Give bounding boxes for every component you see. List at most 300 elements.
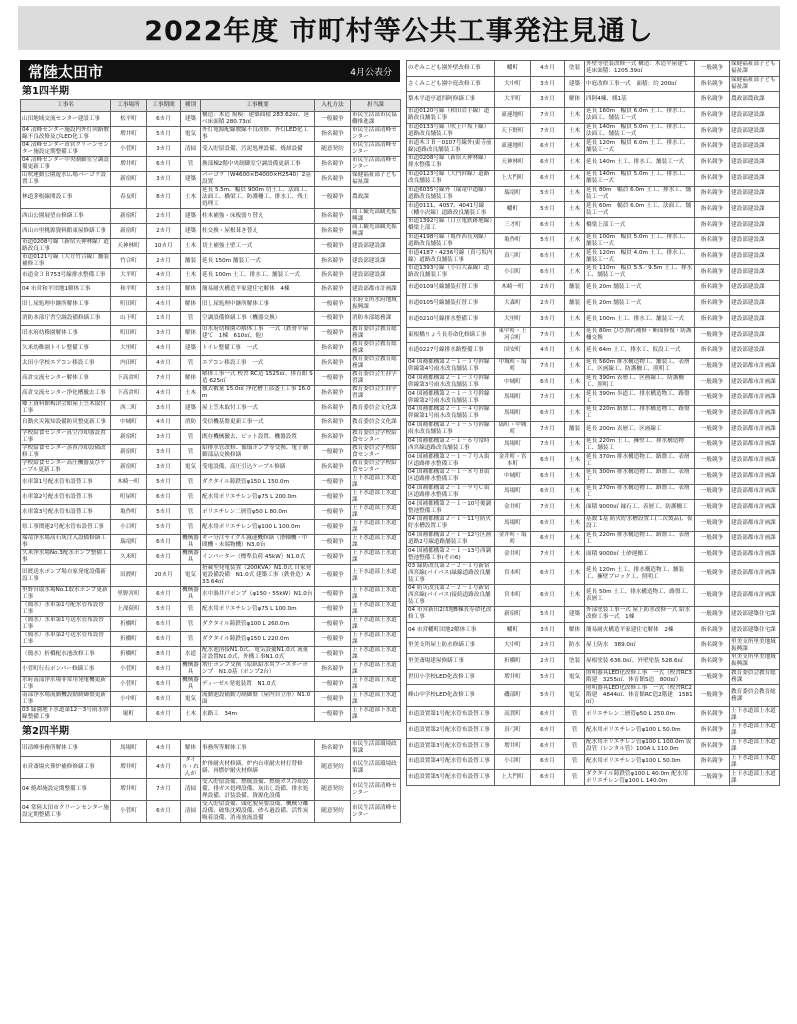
- table-cell: 管: [181, 490, 201, 505]
- table-row: [407, 770, 780, 786]
- table-cell: 5カ月: [531, 669, 565, 685]
- table-cell: パーゴラ（W4600×D4000×H2540）2基設置: [201, 172, 315, 187]
- table-cell: 3カ月: [147, 326, 181, 341]
- table-cell: 宮本町: [495, 563, 531, 585]
- table-cell: 市道0208号線（新宿天神林線）道路改良工事: [22, 239, 109, 252]
- table-cell: （簡水）水車第1号配水管布設替工事: [21, 602, 111, 617]
- table-cell: 4カ月: [147, 740, 181, 757]
- table-cell: 管: [565, 738, 585, 754]
- table-row: [21, 662, 401, 677]
- table-cell: 受信機基盤更新工事一式: [201, 416, 315, 430]
- table-cell: 04 国補都構第２－１－８号Ｂ街区道路排水整備工事: [407, 468, 495, 484]
- table-cell: 指名競争: [315, 416, 351, 430]
- table-row: [21, 254, 401, 269]
- table-cell: 一般競争: [315, 520, 351, 535]
- table-cell: 建築: [181, 401, 201, 416]
- table-cell: 04 常陸太田市クリーンセンター施設定期整備工事: [21, 801, 111, 823]
- table-cell: 旧し尿処理中継所解体工事: [201, 297, 315, 312]
- table-cell: 4カ月: [147, 356, 181, 371]
- table-cell: 土木: [565, 170, 585, 186]
- table-row: [407, 390, 780, 406]
- table-cell: 市道0208号線（新宿天神林線）排水整備工事: [407, 155, 495, 171]
- table-cell: 延長 140m 土工、排水工、舗装工一式: [585, 155, 695, 171]
- table-cell: 延長 220m 排水構造物工、路盤工、表層工: [585, 531, 695, 547]
- table-cell: 小菅町行石ポンパー修繕工事: [21, 662, 111, 677]
- table-cell: 土木: [565, 202, 585, 218]
- table-cell: 一般競争: [695, 531, 730, 547]
- table-header-row: [21, 100, 401, 112]
- table-cell: 6カ月: [531, 139, 565, 155]
- table-cell: 一般競争: [695, 515, 730, 531]
- table-row: [407, 76, 780, 92]
- table-row: [407, 359, 780, 375]
- table-row: [21, 209, 401, 224]
- table-cell: 瑞竜町: [495, 186, 531, 202]
- table-cell: 指名競争: [695, 723, 730, 739]
- table-cell: 解体: [181, 326, 201, 341]
- table-cell: 指名競争: [695, 738, 730, 754]
- table-cell: 上下水道部上水道課: [351, 692, 401, 707]
- table-cell: 5カ月: [147, 475, 181, 490]
- table-cell: 管: [181, 520, 201, 535]
- table-cell: 市営斎場火葬炉補修修繕工事: [21, 757, 111, 779]
- table-cell: 屋根塗装 636.0㎡、外壁塗装 528.6㎡: [585, 654, 695, 670]
- table-cell: 指名競争: [695, 654, 730, 670]
- table-row: [21, 505, 401, 520]
- table-cell: 指名競争: [695, 754, 730, 770]
- table-cell: 土木: [181, 707, 201, 722]
- table-cell: 天下野町: [495, 123, 531, 139]
- table-cell: 一般競争: [315, 587, 351, 602]
- table-cell: 炉体耐火材修繕、炉内台車耐火材打替修繕、再燃炉耐火材修繕: [201, 757, 315, 779]
- table-cell: 6カ月: [531, 155, 565, 171]
- table-row: [407, 249, 780, 265]
- table-cell: 教育委員会文化課: [351, 416, 401, 430]
- table-row: [21, 475, 401, 490]
- table-cell: 延長 100m 幅員 5.0m 土工、排水工、舗装工一式: [585, 233, 695, 249]
- table-cell: 換部棟2階中央制御室空調設備更新工事: [201, 157, 315, 172]
- table-cell: 04 防災改良第２－２－１号新宿西宮線(パイパス)接続道路改良舗装工事: [407, 585, 495, 607]
- table-cell: 竹合町: [111, 254, 147, 269]
- table-cell: 小菅町: [111, 142, 147, 157]
- table-cell: 面積 9000㎡ 縁石工、表層工、防護柵工: [585, 500, 695, 516]
- table-row: [407, 685, 780, 707]
- table-cell: 04 清峰センター施設内外灯回路敷線不良改修及びLED化工事: [22, 127, 109, 140]
- table-cell: 解体: [181, 283, 201, 297]
- table-cell: 延長 200m 表層工、区画線工: [585, 421, 695, 437]
- table-cell: 土木: [565, 359, 585, 375]
- table-cell: 建設部都市計画課: [730, 515, 780, 531]
- table-cell: 清掃: [181, 142, 201, 157]
- table-cell: 馬場町: [495, 484, 531, 500]
- table-cell: 一般競争: [315, 187, 351, 209]
- table-cell: 市道0227号線排水路整備工事: [407, 343, 495, 359]
- table-cell: 消防本部総務課: [351, 312, 401, 326]
- table-cell: 和平町: [111, 283, 147, 297]
- table-cell: 建設部都市計画課: [730, 437, 780, 453]
- table-cell: 5カ月: [531, 685, 565, 707]
- table-cell: 延長 20m 舗装工一式: [585, 296, 695, 312]
- table-row: [21, 239, 401, 254]
- table-cell: 土木: [181, 239, 201, 254]
- table-row: [407, 754, 780, 770]
- table-cell: 一般競争: [695, 61, 730, 77]
- table-cell: 教育委員会学校給食センター: [351, 430, 401, 445]
- table-cell: 建設部建設課: [730, 233, 780, 249]
- table-cell: 農政部農政課: [730, 92, 780, 108]
- table-cell: 一般競争: [315, 371, 351, 386]
- table-cell: 指名競争: [695, 264, 730, 280]
- table-cell: 市民生活部清峰センター: [351, 779, 401, 801]
- table-row: [407, 374, 780, 390]
- table-cell: 亀作町: [111, 505, 147, 520]
- table-cell: 建設部建設課: [730, 123, 780, 139]
- table-cell: 管: [181, 430, 201, 445]
- city-name: 常陸太田市: [28, 62, 104, 81]
- table-cell: 4カ月: [147, 386, 181, 401]
- table-cell: 建設部建設課: [730, 217, 780, 233]
- table-row: [21, 127, 401, 142]
- table-cell: 馬場町: [495, 406, 531, 422]
- table-cell: 外灯電源配線敷線不良改修、外灯LED化工事: [201, 127, 315, 142]
- table-cell: 土木: [565, 468, 585, 484]
- table-cell: 管: [181, 312, 201, 326]
- table-cell: 2カ月: [147, 209, 181, 224]
- table-cell: 保健福祉部子ども福祉課: [730, 76, 780, 92]
- table-cell: 延長 220m 土工、擁壁工、排水構造物工、舗装工: [585, 437, 695, 453]
- table-cell: 市道0133号線（吹上戸坂下線）道路改良舗装工事: [407, 123, 495, 139]
- table-cell: 7カ月: [147, 371, 181, 386]
- table-cell: 切土補強土壁工一式: [201, 239, 315, 254]
- table-cell: 事務所等解体工事: [201, 740, 315, 757]
- table-cell: 撤去數量 15.0㎥ 浄化槽上部盛土工事 16.0m: [201, 386, 315, 401]
- table-cell: 土木: [565, 139, 585, 155]
- table-cell: 解体工事一式 校舎 RC造 1525㎡、体育館 S造 625㎡: [202, 371, 313, 384]
- table-row: [21, 187, 401, 209]
- table-cell: 久米町: [111, 550, 147, 565]
- table-cell: 中庭改修工事一式 面積：約 200㎡: [585, 76, 695, 92]
- table-cell: 一般競争: [695, 585, 730, 607]
- table-cell: 受入貯留設備、頭化脱臭要設備、機械分離設備、破集沈殿設備、砂ろ過設備、活性炭吸着設備、消毒放流設備: [201, 801, 315, 823]
- table-cell: 6カ月: [531, 707, 565, 723]
- table-row: [407, 547, 780, 563]
- table-cell: 2カ月: [531, 654, 565, 670]
- table-cell: 一般競争: [695, 374, 730, 390]
- table-cell: 小中町: [111, 692, 147, 707]
- table-cell: ポリエチレン二層管φ50 L 250.0m: [585, 707, 695, 723]
- table-cell: 一般競争: [315, 707, 351, 722]
- table-cell: 延長 160m 幅員 6.0m 土工、排水工、法面工、舗装工一式: [585, 108, 695, 124]
- table-cell: 延長 390m 歩道工、排水構造物工、路盤工: [585, 390, 695, 406]
- table-cell: 管: [181, 157, 201, 172]
- table-row: [21, 602, 401, 617]
- table-cell: 教育委員会生涯学習課: [351, 386, 401, 401]
- table-cell: 7カ月: [531, 500, 565, 516]
- table-cell: 4カ月: [147, 297, 181, 312]
- table-cell: 04 市営和平団地1解体工事: [21, 283, 111, 297]
- table-cell: 土木: [565, 233, 585, 249]
- table-cell: 5カ月: [531, 202, 565, 218]
- table-cell: 建設部建築住宅課: [730, 622, 780, 638]
- table-cell: 増井町: [495, 738, 531, 754]
- table-cell: 土木: [565, 585, 585, 607]
- table-row: [21, 801, 401, 823]
- table-cell: 配水用ポリエチレン管φ100 L 50.0m: [585, 723, 695, 739]
- table-cell: 防水: [565, 638, 585, 654]
- table-cell: 5カ月: [147, 505, 181, 520]
- table-cell: 天神林町: [495, 155, 531, 171]
- table-cell: 建築: [565, 607, 585, 623]
- table-row: [21, 632, 401, 647]
- table-cell: 延長 150m 舗装工一式: [201, 254, 315, 269]
- table-cell: 6カ月: [531, 738, 565, 754]
- table-cell: 春友町: [111, 187, 147, 209]
- table-cell: 上下水道部上水道課: [351, 587, 401, 602]
- table-row: [407, 217, 780, 233]
- table-cell: 中城町: [495, 468, 531, 484]
- table-cell: 6カ月: [531, 585, 565, 607]
- table-cell: 04 清峰センター中央制御室空調設備更新工事: [22, 157, 109, 170]
- table-row: [21, 112, 401, 127]
- table-cell: （簡水）折橋配水池改修工事: [21, 647, 111, 662]
- table-row: [407, 280, 780, 296]
- table-cell: 管: [565, 770, 585, 786]
- table-row: [407, 312, 780, 328]
- table-cell: 6カ月: [531, 406, 565, 422]
- table-cell: 水中渦井戸ポンプ（φ150・55kW）N1.0台: [201, 587, 315, 602]
- table-cell: 新宿町: [111, 224, 147, 239]
- table-cell: 6カ月: [147, 632, 181, 647]
- table-cell: 高倉交流センター解体工事: [21, 371, 111, 386]
- table-cell: 郷土資料館梅津会館屋上笠木取付工事: [21, 401, 111, 416]
- table-cell: 中城町: [495, 374, 531, 390]
- table-cell: 西二町: [111, 401, 147, 416]
- table-row: [407, 437, 780, 453]
- table-cell: 指名競争: [315, 401, 351, 416]
- table-row: [21, 740, 401, 757]
- table-cell: 一般競争: [695, 359, 730, 375]
- table-cell: 山吹運動公園遊水広場バーゴラ設置工事: [21, 172, 111, 187]
- table-cell: 随意契約: [315, 779, 351, 801]
- table-cell: 建設部都市計画課: [730, 547, 780, 563]
- table-cell: 電気: [181, 127, 201, 142]
- table-cell: 電気: [181, 692, 201, 707]
- table-cell: 7カ月: [531, 359, 565, 375]
- table-cell: 折橋町: [111, 647, 147, 662]
- table-cell: 7カ月: [531, 437, 565, 453]
- table-cell: 上下水道部上水道課: [730, 754, 780, 770]
- table-cell: 指名競争: [315, 283, 351, 297]
- table-cell: 04 国補都構第２－１－９号Ｃ街区道路排水整備工事: [407, 484, 495, 500]
- table-cell: 6カ月: [147, 587, 181, 602]
- table-cell: 市道金３Ｂ753号線排水整備工事: [21, 269, 111, 283]
- table-cell: 一般競争: [695, 390, 730, 406]
- table-cell: 指名競争: [695, 155, 730, 171]
- table-row: [21, 490, 401, 505]
- table-cell: 3カ月: [147, 445, 181, 460]
- table-cell: 延長 300m 排水構造物工、路盤工、表層工: [585, 468, 695, 484]
- table-cell: 延長 80m 幅員 6.0m 土工、排水工、舗装工一式: [585, 186, 695, 202]
- table-cell: 土木: [565, 343, 585, 359]
- table-cell: 建設部都市計画課: [730, 468, 780, 484]
- table-cell: 一般競争: [695, 547, 730, 563]
- table-cell: 指名競争: [695, 92, 730, 108]
- table-cell: 土木: [565, 155, 585, 171]
- table-row: [407, 296, 780, 312]
- table-cell: 瑞竜浄水場高石灰注入設備修繕工事: [21, 535, 111, 550]
- table-cell: 6カ月: [531, 217, 565, 233]
- table-cell: 学校給食センター真空冷却器設置工事: [21, 430, 111, 445]
- table-cell: 随意契約: [315, 142, 351, 157]
- table-cell: 市道0121号線（大方竹合線）舗装補修工事: [22, 254, 109, 267]
- table-cell: 林道茅根線開設工事: [21, 187, 111, 209]
- table-cell: 上深荻町: [111, 602, 147, 617]
- table-cell: 04 国補都構第２－１－11号防火貯水槽設置工事: [407, 515, 495, 531]
- table-cell: 土木: [565, 453, 585, 469]
- table-cell: 上下水道部上水道課: [351, 520, 401, 535]
- table-cell: 管: [565, 723, 585, 739]
- table-cell: 機械器具: [182, 535, 199, 548]
- table-cell: 学校給食センター高圧機器及びケーブル更新工事: [21, 460, 111, 475]
- table-cell: 一般競争: [695, 669, 730, 685]
- table-cell: 上下水道部上水道課: [351, 490, 401, 505]
- table-cell: 外部塗装工事一式 屋上防水改修一式 給水改修工事一式 1棟: [585, 607, 695, 623]
- table-cell: 市道0111、4057、4041号線（幡小沢線）道路改良舗装工事: [407, 202, 495, 218]
- table-cell: 20カ月: [147, 565, 181, 587]
- table-cell: 太田小学校エアコン移設工事: [21, 356, 111, 371]
- table-cell: 6カ月: [531, 563, 565, 585]
- table-cell: 幡町: [495, 622, 531, 638]
- table-cell: 新宿町: [111, 430, 147, 445]
- table-cell: 4カ月: [147, 341, 181, 356]
- table-row: [21, 779, 401, 801]
- table-row: [407, 723, 780, 739]
- table-row: [407, 343, 780, 359]
- table-cell: 中城町・塙町: [495, 359, 531, 375]
- table-cell: 建設部建設課: [730, 186, 780, 202]
- table-cell: 指名競争: [315, 127, 351, 142]
- table-cell: 6カ月: [147, 112, 181, 127]
- table-cell: 建設部都市計画課: [730, 531, 780, 547]
- table-cell: 土木: [181, 269, 201, 283]
- table-cell: 市民生活部清峰センター: [351, 801, 401, 823]
- column-header: 種別: [181, 100, 201, 112]
- table-cell: 建設部建設課: [730, 312, 780, 328]
- table-row: [407, 186, 780, 202]
- table-cell: 土木: [565, 437, 585, 453]
- table-cell: 随意契約: [315, 757, 351, 779]
- table-cell: 指名競争: [315, 209, 351, 224]
- table-cell: 教育委員会生涯学習課: [351, 371, 401, 386]
- table-cell: 橋梁上部工一式: [585, 217, 695, 233]
- table-cell: 一般競争: [695, 468, 730, 484]
- table-cell: さくみこども園中庭改修工事: [407, 76, 495, 92]
- table-cell: 既存機械撤去、ビット設置、機器設置: [201, 430, 315, 445]
- table-cell: 一般競争: [695, 406, 730, 422]
- table-cell: 真弓町: [495, 249, 531, 265]
- table-cell: 柱木補強・床板張り替え: [201, 209, 315, 224]
- table-cell: 大平町: [495, 92, 531, 108]
- table-cell: 市道木３Ｂ－0107号線外(東寺前線)道路改良舗装工事: [407, 139, 495, 155]
- table-cell: 田渡町: [111, 565, 147, 587]
- table-row: [407, 622, 780, 638]
- table-cell: 10カ月: [147, 239, 181, 254]
- table-cell: 04 市営幡町団地2解体工事: [407, 622, 495, 638]
- table-cell: 市民生活部市民協働推進課: [351, 112, 401, 127]
- table-cell: 学校給食センター蒸煮冷却設備改修工事: [21, 445, 111, 460]
- table-cell: 小菅町: [111, 801, 147, 823]
- table-cell: 土木: [565, 406, 585, 422]
- table-cell: 管: [565, 754, 585, 770]
- table-cell: 延長 270m 排水構造物工、路盤工、表層工: [585, 484, 695, 500]
- table-cell: 旧清峰事務所解体工事: [21, 740, 111, 757]
- table-cell: 04 国補都構第２－１－13号西調整池整備工事(その6): [407, 547, 495, 563]
- table-row: [21, 172, 401, 187]
- table-cell: 土木: [565, 108, 585, 124]
- table-cell: 一般競争: [315, 602, 351, 617]
- table-cell: 5カ月: [147, 602, 181, 617]
- table-cell: 下高倉町: [111, 386, 147, 401]
- table-row: [21, 647, 401, 662]
- table-cell: 四阿4棟、桟1基: [585, 92, 695, 108]
- table-cell: 山田地域交流センター建設工事: [21, 112, 111, 127]
- table-row: [21, 371, 401, 386]
- table-cell: 延長 390m 表層工、区画線工、防護柵工、照明工: [585, 374, 695, 390]
- table-cell: 上下水道部上水道課: [351, 632, 401, 647]
- table-row: [21, 460, 401, 475]
- table-row: [21, 565, 401, 587]
- table-cell: ダクタイル鋳鉄管φ100 L 40.0m 配水用ポリエチレン管φ100 L 140.0m: [585, 770, 695, 786]
- table-cell: 一般競争: [315, 312, 351, 326]
- table-cell: 指名競争: [695, 217, 730, 233]
- table-cell: 6カ月: [147, 617, 181, 632]
- table-cell: 東連地町: [495, 139, 531, 155]
- table-row: [407, 202, 780, 218]
- table-cell: 上下水道部上水道課: [351, 565, 401, 587]
- table-cell: 機械器具: [182, 587, 199, 600]
- table-cell: 土木: [565, 484, 585, 500]
- table-cell: 一般競争: [695, 770, 730, 786]
- table-cell: 田渡送水ポンプ場自家発電設備新設工事: [21, 565, 111, 587]
- table-cell: 7カ月: [147, 779, 181, 801]
- table-cell: 自動火災報知設備防災整更新工事: [21, 416, 111, 430]
- table-cell: タイル・れんが: [182, 757, 199, 777]
- left-column: [20, 60, 400, 823]
- table-cell: 下高倉町: [111, 371, 147, 386]
- table-cell: 流動池設備動力制御盤（屋内自立形）N1.0面: [201, 692, 315, 707]
- table-cell: 指名競争: [315, 740, 351, 757]
- table-cell: 指名競争: [695, 707, 730, 723]
- table-q1: [20, 99, 401, 722]
- table-cell: 延長 560m 排水構造物工、舗装工、表層工、区画線工、防護柵工、照明工: [585, 359, 695, 375]
- period-q1-label: 第1四半期: [22, 86, 69, 97]
- table-cell: 建設部都市計画課: [730, 359, 780, 375]
- table-cell: 簡易耐火構造平家建住宅解体 2棟: [585, 622, 695, 638]
- table-cell: 土木: [565, 217, 585, 233]
- table-cell: 建設部都市計画課: [730, 374, 780, 390]
- table-row: [407, 421, 780, 437]
- table-cell: ダクタイル鋳鉄管φ100 L 260.0m: [201, 617, 315, 632]
- table-cell: 市道0120号線（和田岩手線）道路改良舗装工事: [407, 108, 495, 124]
- table-cell: 水府南部浄水場非常用発電機更新工事: [21, 677, 111, 692]
- table-cell: 水車第2号配水管布設替工事: [21, 490, 111, 505]
- table-cell: 管: [181, 505, 201, 520]
- table-cell: 東連地町: [495, 108, 531, 124]
- table-cell: 4カ月: [147, 269, 181, 283]
- table-row: [21, 224, 401, 239]
- table-cell: 一般競争: [315, 617, 351, 632]
- table-cell: 3カ月: [147, 401, 181, 416]
